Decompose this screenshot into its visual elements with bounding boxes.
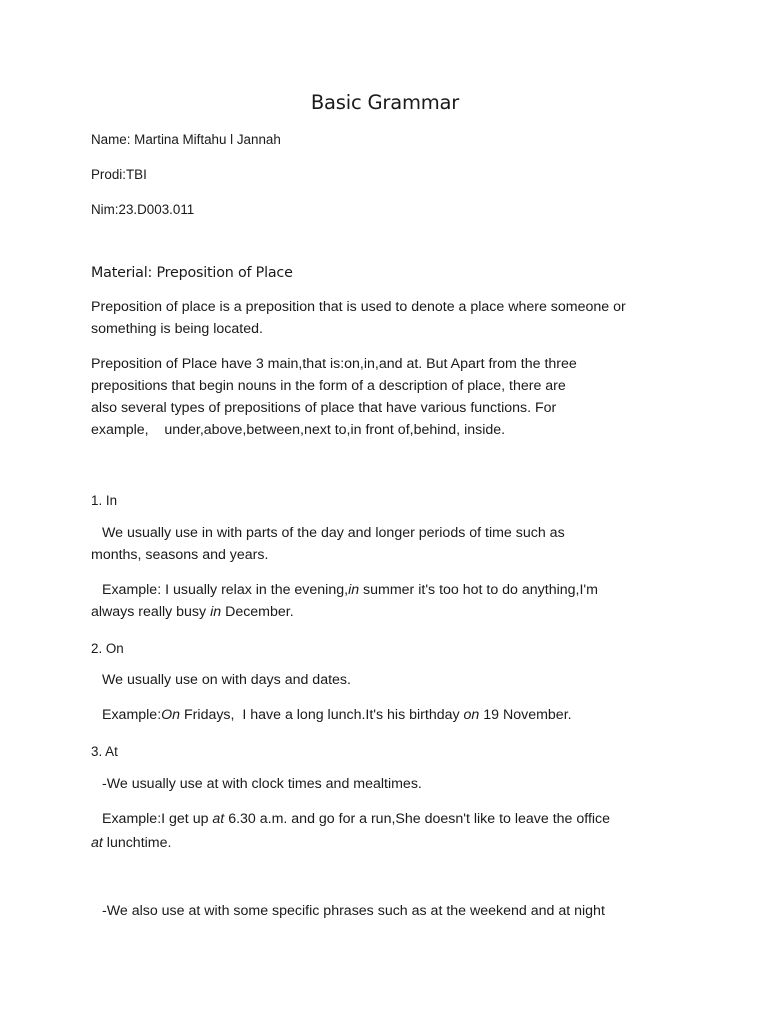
document-title: Basic Grammar — [310, 91, 460, 114]
intro-paragraph-2-line-1: Preposition of Place have 3 main,that is:on,in,and at. But Apart from the three — [91, 356, 577, 372]
section-in-example-line-2: always really busy in December. — [91, 604, 294, 620]
section-in-desc-line-1: We usually use in with parts of the day and longer periods of time such as — [102, 525, 565, 541]
material-heading: Material: Preposition of Place — [91, 265, 293, 281]
section-at-desc: -We usually use at with clock times and mealtimes. — [102, 776, 422, 792]
section-in-desc-line-2: months, seasons and years. — [91, 547, 269, 563]
section-at-phrases: -We also use at with some specific phrases such as at the weekend and at night — [102, 903, 605, 919]
section-on-desc: We usually use on with days and dates. — [102, 672, 351, 688]
section-at-heading: 3. At — [91, 744, 118, 759]
section-at-example-line-2: at lunchtime. — [91, 835, 172, 851]
section-on-heading: 2. On — [91, 641, 124, 656]
section-at-example-line-1: Example:I get up at 6.30 a.m. and go for a run,She doesn't like to leave the office — [102, 811, 611, 827]
intro-paragraph-1-line-1: Preposition of place is a preposition that is used to denote a place where someone or — [91, 299, 626, 315]
section-in-example-line-1: Example: I usually relax in the evening,in summer it's too hot to do anything,I'm — [102, 582, 598, 598]
intro-paragraph-2-line-4: example, under,above,between,next to,in front of,behind, inside. — [91, 422, 506, 438]
section-on-example: Example:On Fridays, I have a long lunch.It's his birthday on 19 November. — [102, 707, 572, 723]
section-in-heading: 1. In — [91, 493, 118, 508]
student-name: Name: Martina Miftahu l Jannah — [91, 132, 281, 147]
student-prodi: Prodi:TBI — [91, 167, 147, 182]
intro-paragraph-2-line-2: prepositions that begin nouns in the form of a description of place, there are — [91, 378, 566, 394]
student-nim: Nim:23.D003.011 — [91, 202, 195, 217]
intro-paragraph-2-line-3: also several types of prepositions of place that have various functions. For — [91, 400, 557, 416]
intro-paragraph-1-line-2: something is being located. — [91, 321, 263, 337]
